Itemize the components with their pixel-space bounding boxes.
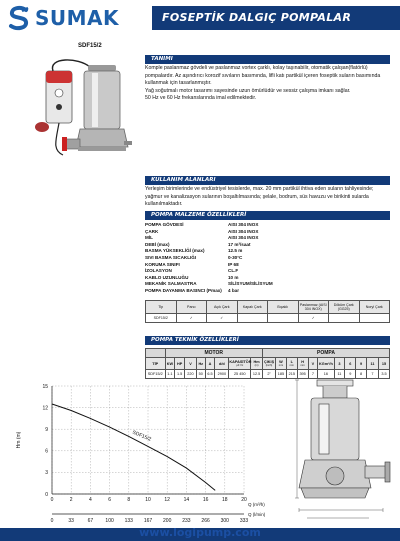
material-row: DEBİ (max) 17 m³/saat <box>145 241 251 247</box>
tanimi-paragraph-2: Yağ soğutmalı motor tasarımı sayesinde uzun ömürlüdür ve sessiz çalışma imkanı sağlar. <box>145 87 351 94</box>
brand-name: SUMAK <box>35 6 120 30</box>
alanlari-text: Yerleşim birimlerinde ve endüstriyel tesislerde, max. 20 mm partikül ihtiva eden suların tahliyesinde; yağmur ve kanalizasyon sularının boşaltılmasında; şelale, bodrum, süs havuzu ve birikinti sularda kullanılmaktadır. <box>145 186 374 208</box>
x-tick-label: 6 <box>108 497 111 503</box>
x2-tick-label: 133 <box>124 518 133 524</box>
perf-header-cell: 6 <box>345 358 356 370</box>
x-tick-label: 12 <box>164 497 170 503</box>
perf-cell: 2" <box>263 370 276 379</box>
perf-cell: 7 <box>367 370 379 379</box>
options-header-cell: Açık Çark <box>207 301 238 314</box>
perf-cell: 1.5 <box>175 370 185 379</box>
options-header-cell: Paslanmaz (AISI 304 INOX) <box>298 301 329 314</box>
x-tick-label: 0 <box>50 497 54 503</box>
x-tick-label: 2 <box>69 497 73 503</box>
perf-header-cell: d/d <box>215 358 229 370</box>
perf-cell: 16 <box>318 370 334 379</box>
perf-header-cell: HP <box>175 358 185 370</box>
y-tick-label: 9 <box>45 427 48 433</box>
page-title: FOSEPTİK DALGIÇ POMPALAR <box>152 6 400 30</box>
perf-header-cell: H mm <box>297 358 308 370</box>
brand-logo <box>6 4 119 32</box>
y-tick-label: 0 <box>45 491 48 498</box>
y-tick-label: 3 <box>45 470 48 477</box>
perf-header-cell: 15 <box>378 358 389 370</box>
perf-header-cell: W mm <box>276 358 287 370</box>
pump-body-icon <box>62 65 132 151</box>
perf-cell: 8 <box>356 370 367 379</box>
perf-header-cell: 9 <box>356 358 367 370</box>
y-tick-label: 6 <box>45 448 48 455</box>
x2-tick-label: 233 <box>182 518 191 524</box>
model-label: SDF15/2 <box>78 43 102 49</box>
options-header-cell: Pano <box>176 301 207 314</box>
performance-group-row <box>146 349 390 358</box>
pompa-group-header: POMPA <box>263 349 390 358</box>
performance-table <box>145 348 390 379</box>
options-cell <box>237 314 268 323</box>
tanimi-paragraph-3: 50 Hz ve 60 Hz frekanslarında imal edilmektedir. <box>145 95 257 102</box>
material-row: POMPA GÖVDESİ AISI 304 INOX <box>145 222 259 227</box>
x2-tick-label: 100 <box>105 518 114 524</box>
perf-header-cell: ÇIKIŞ (inch) <box>263 358 276 370</box>
material-row: KORUMA SINIFI IP 68 <box>145 261 239 267</box>
perf-cell: 220 <box>185 370 197 379</box>
x-tick-label: 8 <box>127 497 131 503</box>
options-cell: ✓ <box>176 314 207 323</box>
sumak-logo-icon <box>6 5 32 31</box>
material-row: İZOLASYON CL.F <box>145 268 239 274</box>
x2-tick-label: 300 <box>220 518 229 524</box>
x-axis-label: Q (m³/h) <box>248 502 265 507</box>
options-header-cell: Döküm Çark (GG25) <box>329 301 360 314</box>
product-image <box>8 55 150 167</box>
x2-tick-label: 0 <box>50 518 54 524</box>
perf-header-cell: 11 <box>367 358 379 370</box>
options-header-cell: Noryl Çark <box>359 301 390 314</box>
material-list <box>145 222 390 295</box>
perf-cell: 12.5 <box>251 370 263 379</box>
perf-header-cell: A <box>205 358 215 370</box>
performance-curve-chart <box>6 378 282 526</box>
options-table <box>145 300 390 323</box>
material-row: ÇARK AISI 304 INOX <box>145 228 259 234</box>
perf-cell: 1.1 <box>165 370 175 379</box>
perf-cell: 2900 <box>215 370 229 379</box>
series-label: SDF15/2 <box>131 429 152 443</box>
section-alanlari-heading: KULLANIM ALANLARI <box>145 176 390 185</box>
perf-header-cell: KAPASİTÖR µF Vc <box>229 358 251 370</box>
motor-group-header: MOTOR <box>165 349 263 358</box>
y-tick-label: 12 <box>42 405 48 412</box>
perf-cell: 50 <box>196 370 205 379</box>
options-header-cell: Bıçaklı <box>268 301 299 314</box>
pump-cross-section-drawing <box>283 376 395 524</box>
options-cell <box>359 314 390 323</box>
x2-tick-label: 200 <box>163 518 172 524</box>
section-teknik-heading: POMPA TEKNİK ÖZELLİKLERİ <box>145 336 390 345</box>
material-row: MİL AISI 304 INOX <box>145 235 259 241</box>
options-header-cell: Tip <box>146 301 177 314</box>
material-row: SIVI BASMA SICAKLIĞI 0-30°C <box>145 254 243 260</box>
x-tick-label: 18 <box>222 497 228 503</box>
perf-header-cell: L mm <box>286 358 297 370</box>
options-cell: SDF15/2 <box>146 314 177 323</box>
x-tick-label: 10 <box>145 497 151 503</box>
perf-header-cell: Hz <box>196 358 205 370</box>
perf-header-cell: KGm³/h <box>318 358 334 370</box>
perf-cell: 11 <box>334 370 345 379</box>
perf-header-cell: TİP <box>146 358 166 370</box>
material-row: MEKANİK SALMASTRA SİLİSYUM/SİLİSYUM <box>145 281 273 287</box>
options-row <box>146 314 390 323</box>
material-row: BASMA YÜKSEKLİĞİ (max) 12.5 m <box>145 248 243 254</box>
perf-cell: 25 450 <box>229 370 251 379</box>
x2-tick-label: 266 <box>201 518 210 524</box>
options-cell: ✓ <box>207 314 238 323</box>
x-tick-label: 14 <box>183 497 190 503</box>
x2-tick-label: 167 <box>143 518 153 524</box>
series-line <box>52 404 215 490</box>
perf-cell: 185 <box>276 370 287 379</box>
x2-tick-label: 333 <box>239 518 249 524</box>
header <box>0 0 400 36</box>
performance-header-row <box>146 358 390 370</box>
options-cell <box>268 314 299 323</box>
perf-cell: 9 <box>345 370 356 379</box>
options-cell: ✓ <box>298 314 329 323</box>
material-row: POMPA DAYANMA BASINCI (Pmax) 4 bar <box>145 287 239 293</box>
options-header-cell: Kapalı Çark <box>237 301 268 314</box>
section-malzeme-heading: POMPA MALZEME ÖZELLİKLERİ <box>145 211 390 220</box>
x-tick-label: 4 <box>89 497 92 503</box>
perf-cell: SDF15/2 <box>146 370 166 379</box>
perf-header-cell: KW <box>165 358 175 370</box>
x2-tick-label: 33 <box>68 518 74 524</box>
perf-cell: 395 <box>297 370 308 379</box>
perf-header-cell: 3 <box>334 358 345 370</box>
material-row: KABLO UZUNLUĞU 10 m <box>145 274 239 280</box>
footer-url[interactable]: www.logipump.com <box>139 526 261 539</box>
x2-axis-label: Q (l/min) <box>248 512 266 517</box>
y-tick-label: 15 <box>42 383 48 390</box>
perf-cell: 215 <box>286 370 297 379</box>
perf-cell: 6.5 <box>205 370 215 379</box>
perf-header-cell: V <box>308 358 318 370</box>
options-header-row <box>146 301 390 314</box>
x2-tick-label: 67 <box>87 518 94 524</box>
options-cell <box>329 314 360 323</box>
section-tanimi-heading: TANIMI <box>145 55 390 64</box>
tanimi-text <box>145 65 390 103</box>
perf-cell: 7 <box>308 370 318 379</box>
x-tick-label: 20 <box>241 497 247 503</box>
x-tick-label: 16 <box>202 497 209 503</box>
perf-header-cell: Hm (m) <box>251 358 263 370</box>
tanimi-paragraph-1: Komple paslanmaz gövdeli ve paslanmaz vortex çarklı, kolay taşınabilir, otomatik çalışan(flatörlü) pompalardır. Az aşındırıcı korozif sıvıların basımında, lifli katı partikül içeren foseptik suların basımında kullanmak için tasarlanmıştır. <box>145 65 381 87</box>
perf-cell: 3.5 <box>378 370 389 379</box>
perf-header-cell: V <box>185 358 197 370</box>
y-axis-label: Hm (m) <box>16 431 22 449</box>
